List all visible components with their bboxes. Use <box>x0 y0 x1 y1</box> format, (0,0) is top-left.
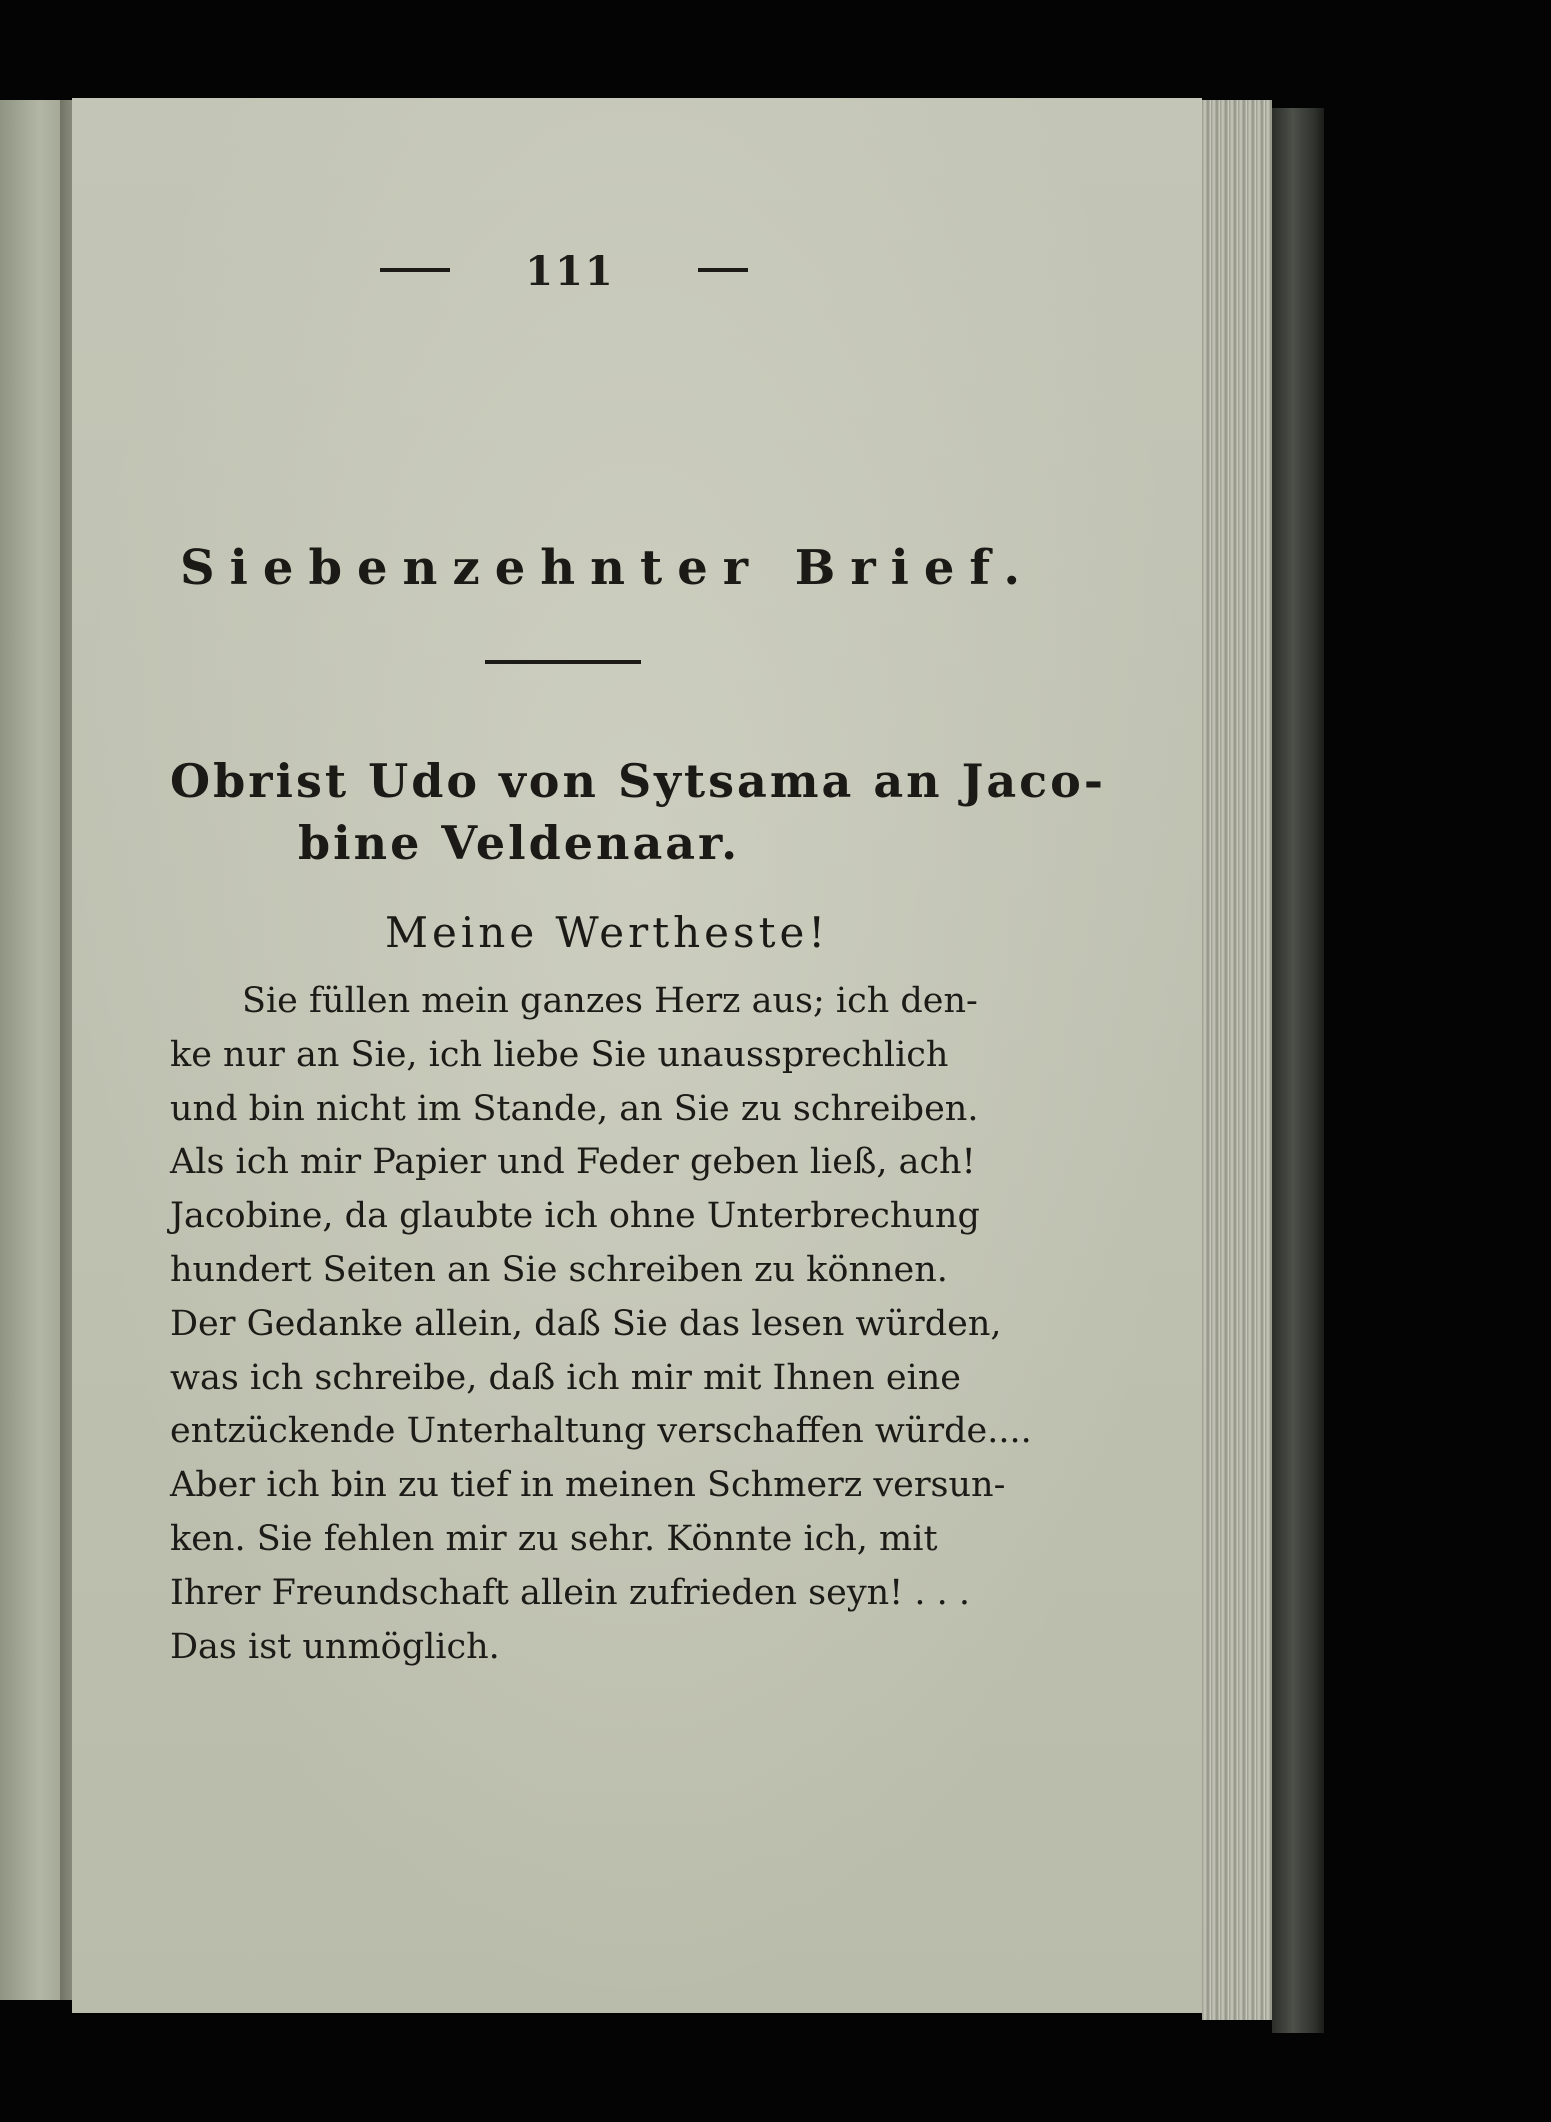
body-line: ken. Sie fehlen mir zu sehr. Könnte ich, mit <box>170 1518 938 1559</box>
body-line: Als ich mir Papier und Feder geben ließ, ach! <box>170 1142 976 1183</box>
running-head-rule-right <box>698 268 748 272</box>
body-line: ke nur an Sie, ich liebe Sie unaussprechlich <box>170 1034 949 1075</box>
body-line: Der Gedanke allein, daß Sie das lesen würden, <box>170 1303 1002 1344</box>
letter-body <box>170 975 1032 1674</box>
body-line: und bin nicht im Stande, an Sie zu schreiben. <box>170 1088 979 1129</box>
page-block-edges <box>1202 100 1272 2020</box>
heading-divider <box>485 660 641 664</box>
salutation: Meine Wertheste! <box>385 908 830 957</box>
body-line: was ich schreibe, daß ich mir mit Ihnen eine <box>170 1357 961 1398</box>
address-line: Obrist Udo von Sytsama an Jaco- <box>170 754 1106 808</box>
body-line: Ihrer Freundschaft allein zufrieden seyn! . . . <box>170 1572 970 1613</box>
body-line: entzückende Unterhaltung verschaffen würde.... <box>170 1411 1032 1452</box>
running-head <box>380 248 760 295</box>
running-head-rule-left <box>380 268 450 272</box>
letter-heading: Siebenzehnter Brief. <box>180 540 1036 596</box>
body-line: hundert Seiten an Sie schreiben zu können. <box>170 1249 948 1290</box>
page-number: 111 <box>525 248 615 295</box>
letter-address <box>170 750 1106 874</box>
body-line: Sie füllen mein ganzes Herz aus; ich den- <box>242 981 978 1021</box>
address-line: bine Veldenaar. <box>298 816 741 870</box>
body-line: Aber ich bin zu tief in meinen Schmerz versun- <box>170 1465 1006 1506</box>
body-line: Das ist unmöglich. <box>170 1626 500 1667</box>
book-cover-edge <box>1272 108 1324 2033</box>
body-line: Jacobine, da glaubte ich ohne Unterbrechung <box>170 1196 980 1237</box>
